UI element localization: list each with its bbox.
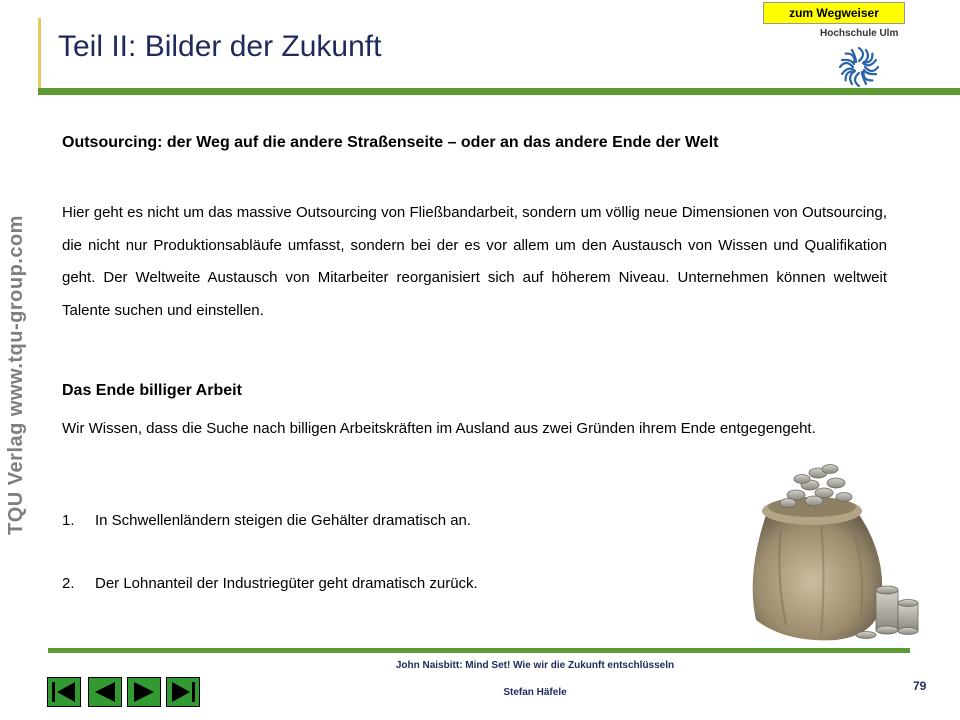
title-accent-bar — [38, 18, 41, 88]
list-item-number: 2. — [62, 575, 75, 592]
first-page-icon — [48, 678, 80, 706]
first-page-button[interactable] — [47, 677, 81, 707]
last-page-icon — [167, 678, 199, 706]
previous-page-button[interactable] — [88, 677, 122, 707]
list-item-number: 1. — [62, 512, 75, 529]
list-item-text: Der Lohnanteil der Industriegüter geht dramatisch zurück. — [95, 575, 478, 592]
previous-page-icon — [89, 678, 121, 706]
footer-divider — [48, 648, 910, 653]
money-bag-image — [726, 455, 926, 645]
hochschule-logo-icon — [836, 44, 882, 90]
list-item — [62, 575, 762, 595]
footer-author: Stefan Häfele — [503, 687, 567, 698]
slide-title: Teil II: Bilder der Zukunft — [58, 30, 382, 63]
last-page-button[interactable] — [166, 677, 200, 707]
publisher-side-text: TQU Verlag www.tqu-group.com — [5, 215, 27, 535]
section-heading-billige-arbeit: Das Ende billiger Arbeit — [62, 382, 242, 399]
header-divider — [38, 88, 960, 95]
footer-book-title: John Naisbitt: Mind Set! Wie wir die Zukunft entschlüsseln — [395, 660, 675, 671]
next-page-button[interactable] — [127, 677, 161, 707]
wegweiser-button[interactable]: zum Wegweiser — [763, 2, 905, 24]
paragraph-billige-arbeit: Wir Wissen, dass die Suche nach billigen Arbeitskräften im Ausland aus zwei Gründen ihrem Ende entgegengeht. — [62, 420, 816, 437]
page-number: 79 — [913, 679, 927, 693]
institution-label: Hochschule Ulm — [820, 28, 899, 39]
section-heading-outsourcing: Outsourcing: der Weg auf die andere Straßenseite – oder an das andere Ende der Welt — [62, 134, 719, 151]
next-page-icon — [128, 678, 160, 706]
paragraph-outsourcing: Hier geht es nicht um das massive Outsourcing von Fließbandarbeit, sondern um völlig neue Dimensionen von Outsourcing, die nicht nur Produktionsabläufe umfasst, sondern bei der es vor allem um den Austausch von Wissen und Qualifikation geht. Der Weltweite Austausch von Mitarbeiter reorganisiert sich auf höherem Niveau. Unternehmen können weltweit Talente suchen und einstellen. — [62, 204, 887, 319]
list-item-text: In Schwellenländern steigen die Gehälter dramatisch an. — [95, 512, 472, 529]
list-item — [62, 512, 762, 532]
